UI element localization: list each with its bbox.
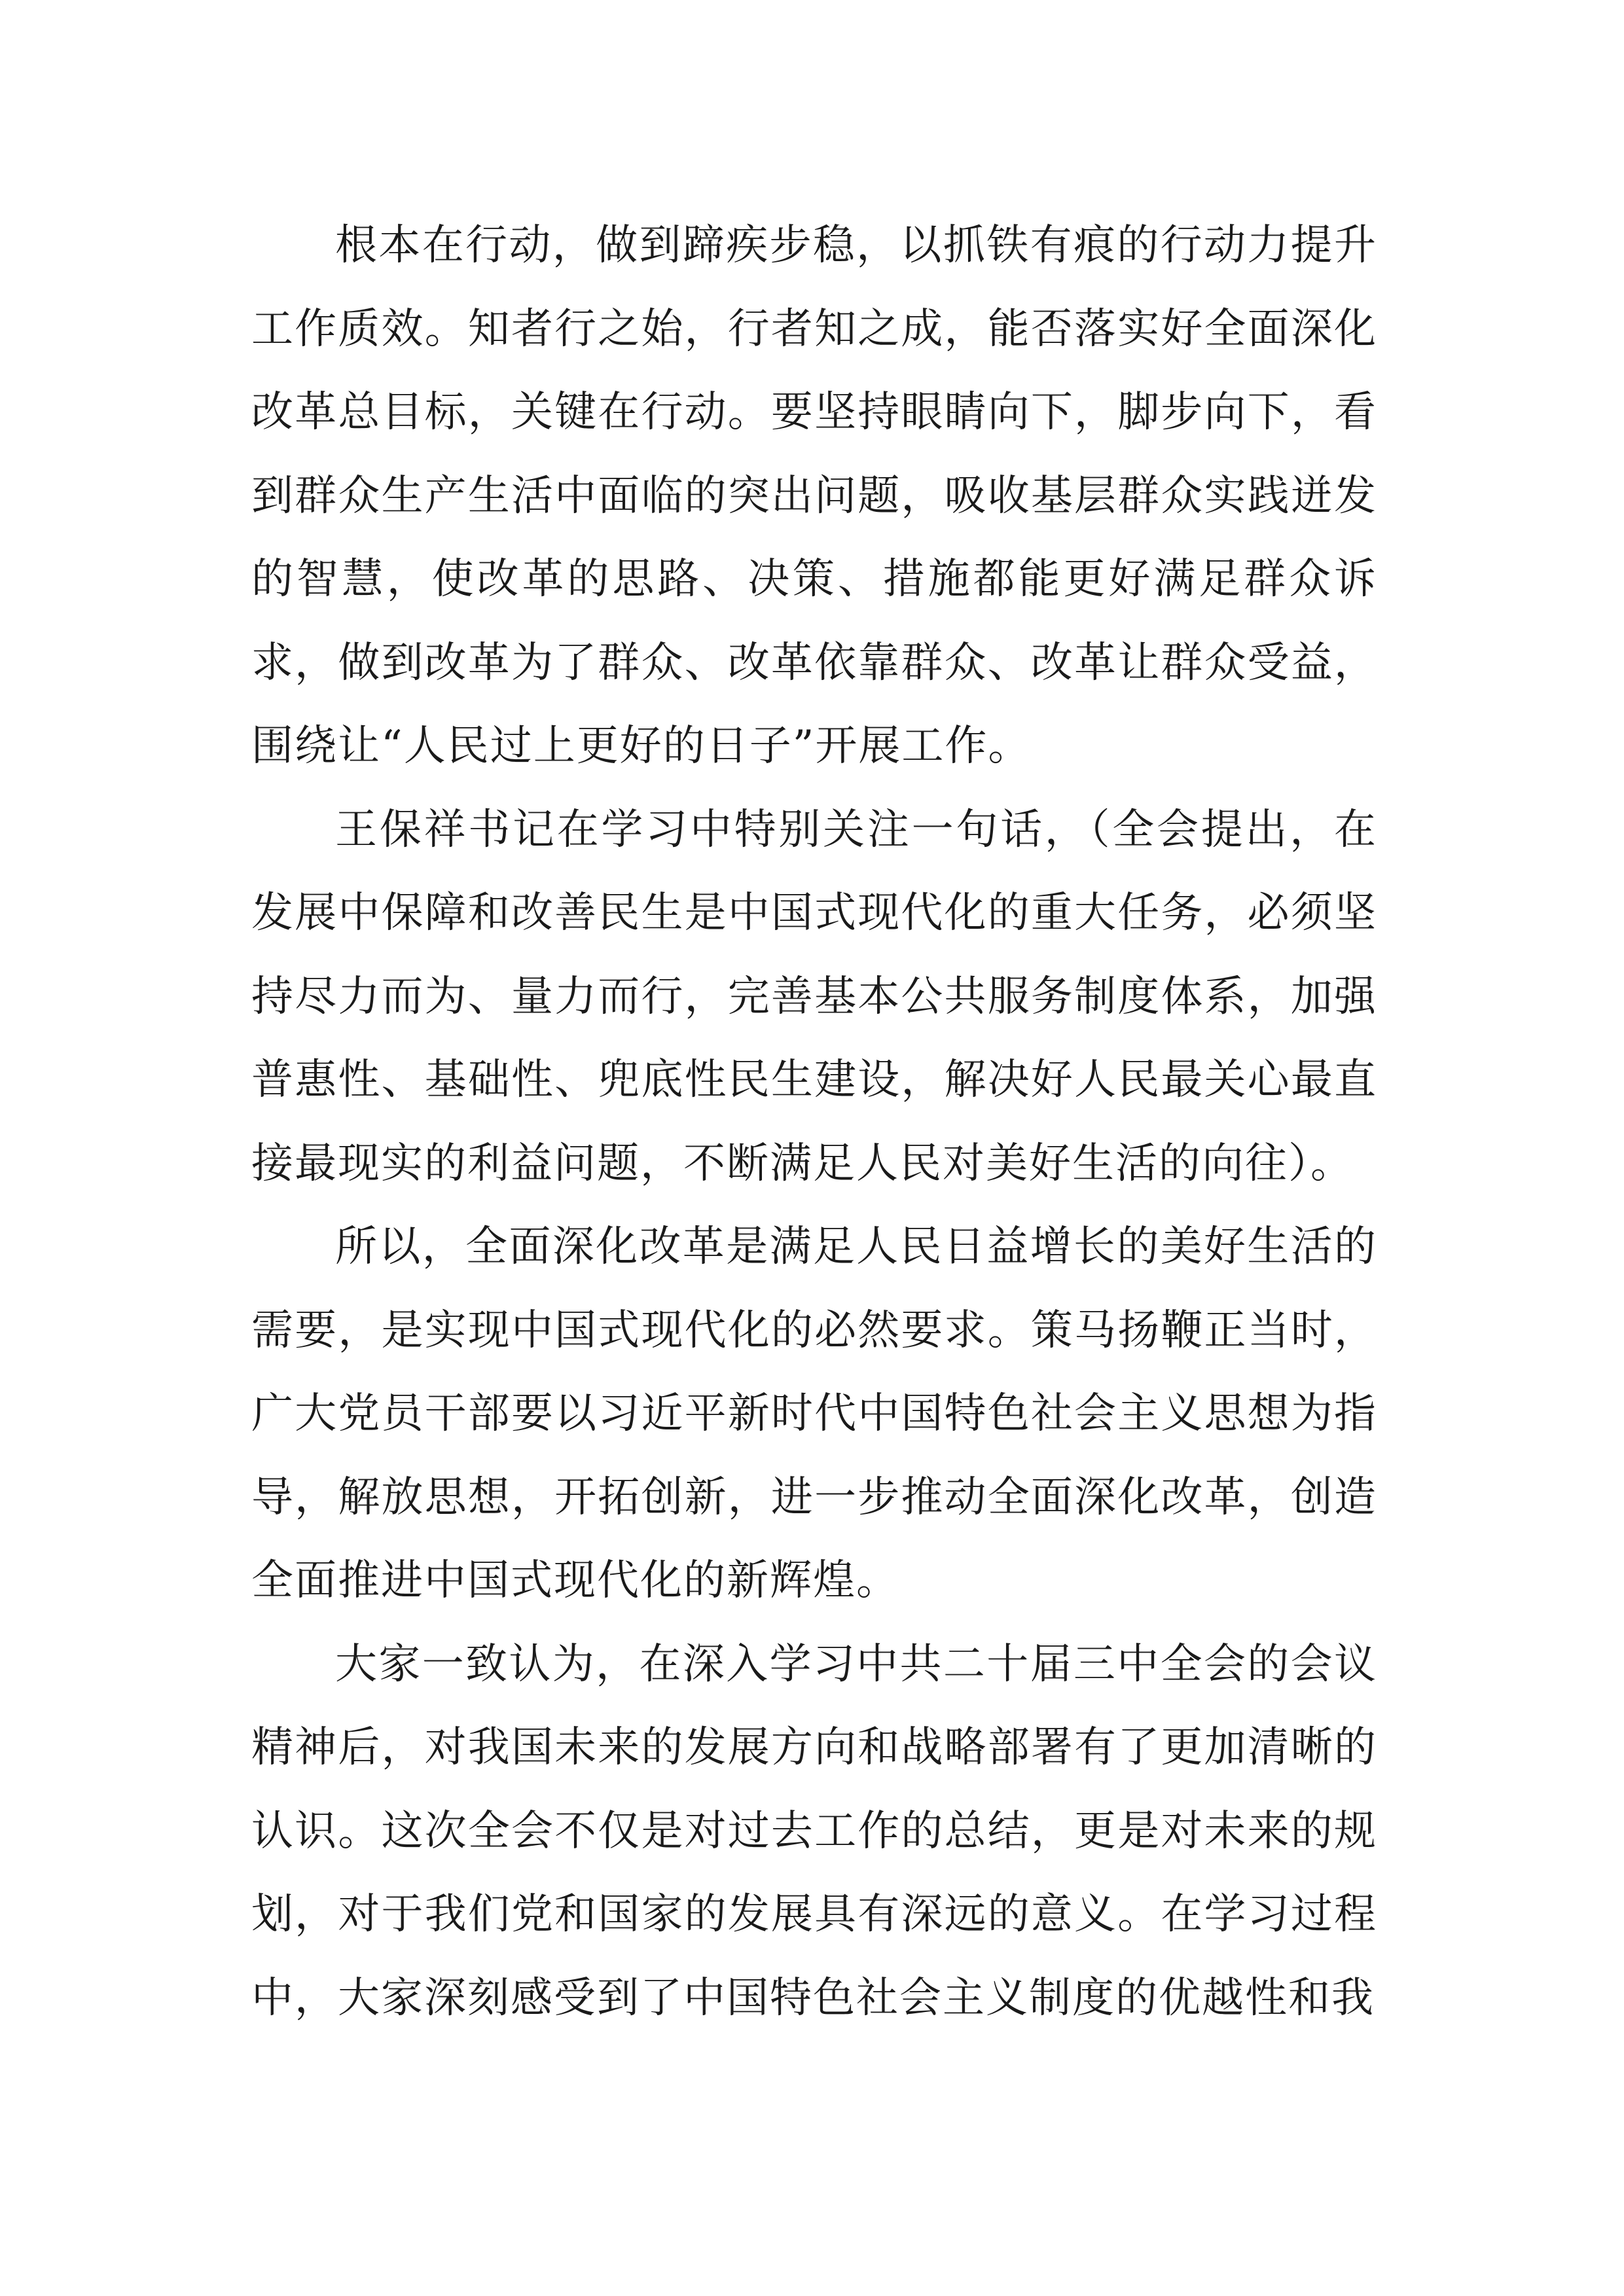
paragraph-action: 根本在行动，做到蹄疾步稳，以抓铁有痕的行动力提升工作质效。知者行之始，行者知之成，能否落实好全面深化改革总目标，关键在行动。要坚持眼睛向下，脚步向下，看到群众生产生活中面临的突出问题，吸收基层群众实践迸发的智慧，使改革的思路、决策、措施都能更好满足群众诉求，做到改革为了群众、改革依靠群众、改革让群众受益，围绕让“人民过上更好的日子”开展工作。 [251, 221, 1377, 770]
document-body [251, 204, 1377, 2040]
paragraph-consensus: 大家一致认为，在深入学习中共二十届三中全会的会议精神后，对我国未来的发展方向和战略部署有了更加清晰的认识。这次全会不仅是对过去工作的总结，更是对未来的规划，对于我们党和国家的发展具有深远的意义。在学习过程中，大家深刻感受到了中国特色社会主义制度的优越性和我 [251, 1640, 1377, 2022]
paragraph-secretary-quote: 王保祥书记在学习中特别关注一句话，（全会提出，在发展中保障和改善民生是中国式现代化的重大任务，必须坚持尽力而为、量力而行，完善基本公共服务制度体系，加强普惠性、基础性、兜底性民生建设，解决好人民最关心最直接最现实的利益问题，不断满足人民对美好生活的向往）。 [251, 805, 1377, 1188]
paragraph-conclusion: 所以，全面深化改革是满足人民日益增长的美好生活的需要，是实现中国式现代化的必然要求。策马扬鞭正当时，广大党员干部要以习近平新时代中国特色社会主义思想为指导，解放思想，开拓创新，进一步推动全面深化改革，创造全面推进中国式现代化的新辉煌。 [251, 1223, 1377, 1605]
